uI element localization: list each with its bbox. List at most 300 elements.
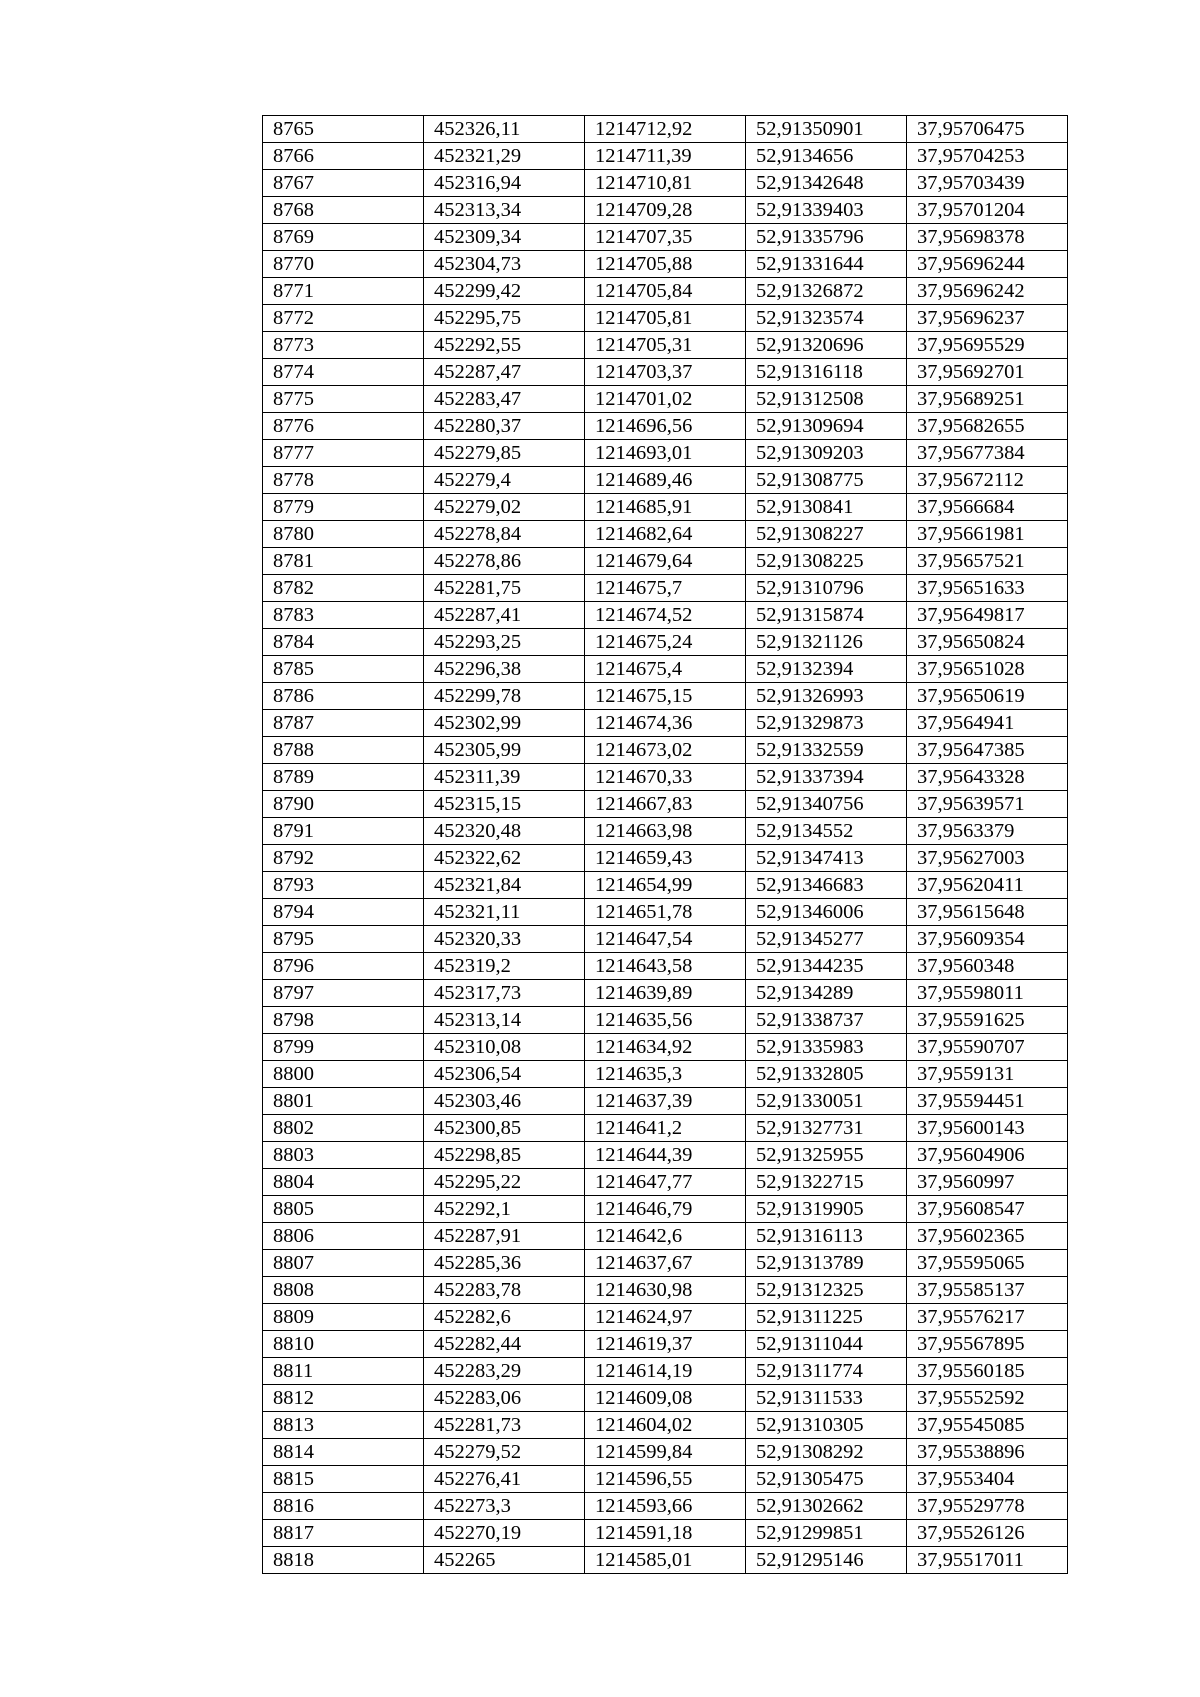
point-number-cell: 8807 (263, 1250, 424, 1277)
y-coordinate-cell: 1214709,28 (585, 197, 746, 224)
y-coordinate-cell: 1214710,81 (585, 170, 746, 197)
latitude-cell: 52,91337394 (746, 764, 907, 791)
longitude-cell: 37,95552592 (907, 1385, 1068, 1412)
point-number-cell: 8799 (263, 1034, 424, 1061)
point-number-cell: 8810 (263, 1331, 424, 1358)
latitude-cell: 52,91316113 (746, 1223, 907, 1250)
latitude-cell: 52,91338737 (746, 1007, 907, 1034)
x-coordinate-cell: 452305,99 (424, 737, 585, 764)
table-row (263, 737, 1068, 764)
longitude-cell: 37,95696242 (907, 278, 1068, 305)
longitude-cell: 37,95602365 (907, 1223, 1068, 1250)
table-row (263, 1520, 1068, 1547)
point-number-cell: 8814 (263, 1439, 424, 1466)
latitude-cell: 52,91344235 (746, 953, 907, 980)
longitude-cell: 37,95608547 (907, 1196, 1068, 1223)
table-row (263, 683, 1068, 710)
longitude-cell: 37,95650619 (907, 683, 1068, 710)
latitude-cell: 52,91330051 (746, 1088, 907, 1115)
y-coordinate-cell: 1214609,08 (585, 1385, 746, 1412)
table-row (263, 1358, 1068, 1385)
table-row (263, 872, 1068, 899)
x-coordinate-cell: 452270,19 (424, 1520, 585, 1547)
x-coordinate-cell: 452315,15 (424, 791, 585, 818)
x-coordinate-cell: 452303,46 (424, 1088, 585, 1115)
point-number-cell: 8797 (263, 980, 424, 1007)
latitude-cell: 52,91308225 (746, 548, 907, 575)
x-coordinate-cell: 452285,36 (424, 1250, 585, 1277)
latitude-cell: 52,91311225 (746, 1304, 907, 1331)
point-number-cell: 8789 (263, 764, 424, 791)
y-coordinate-cell: 1214604,02 (585, 1412, 746, 1439)
x-coordinate-cell: 452309,34 (424, 224, 585, 251)
table-row (263, 197, 1068, 224)
point-number-cell: 8790 (263, 791, 424, 818)
y-coordinate-cell: 1214673,02 (585, 737, 746, 764)
y-coordinate-cell: 1214647,54 (585, 926, 746, 953)
longitude-cell: 37,95591625 (907, 1007, 1068, 1034)
y-coordinate-cell: 1214696,56 (585, 413, 746, 440)
table-row (263, 1115, 1068, 1142)
longitude-cell: 37,95517011 (907, 1547, 1068, 1574)
x-coordinate-cell: 452280,37 (424, 413, 585, 440)
latitude-cell: 52,9134289 (746, 980, 907, 1007)
longitude-cell: 37,95595065 (907, 1250, 1068, 1277)
table-row (263, 1439, 1068, 1466)
latitude-cell: 52,91319905 (746, 1196, 907, 1223)
longitude-cell: 37,95590707 (907, 1034, 1068, 1061)
latitude-cell: 52,91315874 (746, 602, 907, 629)
y-coordinate-cell: 1214637,39 (585, 1088, 746, 1115)
y-coordinate-cell: 1214674,36 (585, 710, 746, 737)
x-coordinate-cell: 452279,4 (424, 467, 585, 494)
longitude-cell: 37,9560997 (907, 1169, 1068, 1196)
point-number-cell: 8813 (263, 1412, 424, 1439)
point-number-cell: 8774 (263, 359, 424, 386)
x-coordinate-cell: 452278,84 (424, 521, 585, 548)
x-coordinate-cell: 452279,85 (424, 440, 585, 467)
table-row (263, 1196, 1068, 1223)
x-coordinate-cell: 452295,22 (424, 1169, 585, 1196)
longitude-cell: 37,95615648 (907, 899, 1068, 926)
y-coordinate-cell: 1214689,46 (585, 467, 746, 494)
longitude-cell: 37,95706475 (907, 116, 1068, 143)
y-coordinate-cell: 1214712,92 (585, 116, 746, 143)
y-coordinate-cell: 1214685,91 (585, 494, 746, 521)
table-row (263, 305, 1068, 332)
longitude-cell: 37,95649817 (907, 602, 1068, 629)
table-row (263, 224, 1068, 251)
point-number-cell: 8818 (263, 1547, 424, 1574)
y-coordinate-cell: 1214647,77 (585, 1169, 746, 1196)
latitude-cell: 52,91331644 (746, 251, 907, 278)
table-row (263, 251, 1068, 278)
table-row (263, 710, 1068, 737)
x-coordinate-cell: 452292,55 (424, 332, 585, 359)
point-number-cell: 8793 (263, 872, 424, 899)
point-number-cell: 8782 (263, 575, 424, 602)
latitude-cell: 52,91302662 (746, 1493, 907, 1520)
longitude-cell: 37,95609354 (907, 926, 1068, 953)
table-row (263, 386, 1068, 413)
x-coordinate-cell: 452281,75 (424, 575, 585, 602)
latitude-cell: 52,91350901 (746, 116, 907, 143)
latitude-cell: 52,91345277 (746, 926, 907, 953)
x-coordinate-cell: 452320,48 (424, 818, 585, 845)
latitude-cell: 52,91327731 (746, 1115, 907, 1142)
point-number-cell: 8809 (263, 1304, 424, 1331)
point-number-cell: 8766 (263, 143, 424, 170)
longitude-cell: 37,95701204 (907, 197, 1068, 224)
latitude-cell: 52,91299851 (746, 1520, 907, 1547)
point-number-cell: 8794 (263, 899, 424, 926)
x-coordinate-cell: 452283,06 (424, 1385, 585, 1412)
longitude-cell: 37,95627003 (907, 845, 1068, 872)
x-coordinate-cell: 452276,41 (424, 1466, 585, 1493)
x-coordinate-cell: 452320,33 (424, 926, 585, 953)
table-row (263, 818, 1068, 845)
latitude-cell: 52,91309694 (746, 413, 907, 440)
longitude-cell: 37,9563379 (907, 818, 1068, 845)
point-number-cell: 8785 (263, 656, 424, 683)
longitude-cell: 37,95682655 (907, 413, 1068, 440)
y-coordinate-cell: 1214614,19 (585, 1358, 746, 1385)
longitude-cell: 37,9559131 (907, 1061, 1068, 1088)
point-number-cell: 8778 (263, 467, 424, 494)
latitude-cell: 52,91311533 (746, 1385, 907, 1412)
table-row (263, 926, 1068, 953)
longitude-cell: 37,95529778 (907, 1493, 1068, 1520)
longitude-cell: 37,95598011 (907, 980, 1068, 1007)
x-coordinate-cell: 452322,62 (424, 845, 585, 872)
longitude-cell: 37,95672112 (907, 467, 1068, 494)
y-coordinate-cell: 1214591,18 (585, 1520, 746, 1547)
x-coordinate-cell: 452287,41 (424, 602, 585, 629)
y-coordinate-cell: 1214642,6 (585, 1223, 746, 1250)
y-coordinate-cell: 1214705,84 (585, 278, 746, 305)
latitude-cell: 52,91323574 (746, 305, 907, 332)
table-row (263, 116, 1068, 143)
y-coordinate-cell: 1214637,67 (585, 1250, 746, 1277)
table-row (263, 575, 1068, 602)
table-row (263, 170, 1068, 197)
table-row (263, 602, 1068, 629)
table-row (263, 1385, 1068, 1412)
latitude-cell: 52,91308227 (746, 521, 907, 548)
longitude-cell: 37,95643328 (907, 764, 1068, 791)
point-number-cell: 8771 (263, 278, 424, 305)
y-coordinate-cell: 1214635,56 (585, 1007, 746, 1034)
longitude-cell: 37,95651028 (907, 656, 1068, 683)
longitude-cell: 37,9566684 (907, 494, 1068, 521)
x-coordinate-cell: 452282,6 (424, 1304, 585, 1331)
table-row (263, 1142, 1068, 1169)
latitude-cell: 52,91308292 (746, 1439, 907, 1466)
y-coordinate-cell: 1214659,43 (585, 845, 746, 872)
y-coordinate-cell: 1214703,37 (585, 359, 746, 386)
latitude-cell: 52,91326993 (746, 683, 907, 710)
y-coordinate-cell: 1214667,83 (585, 791, 746, 818)
x-coordinate-cell: 452282,44 (424, 1331, 585, 1358)
coordinates-table (262, 115, 1068, 1574)
table-row (263, 548, 1068, 575)
point-number-cell: 8773 (263, 332, 424, 359)
x-coordinate-cell: 452306,54 (424, 1061, 585, 1088)
latitude-cell: 52,9132394 (746, 656, 907, 683)
x-coordinate-cell: 452279,02 (424, 494, 585, 521)
table-row (263, 1169, 1068, 1196)
x-coordinate-cell: 452321,29 (424, 143, 585, 170)
y-coordinate-cell: 1214675,4 (585, 656, 746, 683)
point-number-cell: 8795 (263, 926, 424, 953)
longitude-cell: 37,95647385 (907, 737, 1068, 764)
table-row (263, 1547, 1068, 1574)
point-number-cell: 8779 (263, 494, 424, 521)
table-row (263, 1466, 1068, 1493)
x-coordinate-cell: 452283,47 (424, 386, 585, 413)
point-number-cell: 8798 (263, 1007, 424, 1034)
longitude-cell: 37,95585137 (907, 1277, 1068, 1304)
longitude-cell: 37,9553404 (907, 1466, 1068, 1493)
table-row (263, 953, 1068, 980)
longitude-cell: 37,95560185 (907, 1358, 1068, 1385)
latitude-cell: 52,91321126 (746, 629, 907, 656)
table-row (263, 980, 1068, 1007)
point-number-cell: 8816 (263, 1493, 424, 1520)
y-coordinate-cell: 1214693,01 (585, 440, 746, 467)
table-row (263, 899, 1068, 926)
longitude-cell: 37,9564941 (907, 710, 1068, 737)
table-row (263, 278, 1068, 305)
table-row (263, 440, 1068, 467)
longitude-cell: 37,95604906 (907, 1142, 1068, 1169)
latitude-cell: 52,91335983 (746, 1034, 907, 1061)
x-coordinate-cell: 452295,75 (424, 305, 585, 332)
y-coordinate-cell: 1214670,33 (585, 764, 746, 791)
point-number-cell: 8780 (263, 521, 424, 548)
y-coordinate-cell: 1214663,98 (585, 818, 746, 845)
x-coordinate-cell: 452310,08 (424, 1034, 585, 1061)
longitude-cell: 37,9560348 (907, 953, 1068, 980)
y-coordinate-cell: 1214705,81 (585, 305, 746, 332)
table-row (263, 521, 1068, 548)
longitude-cell: 37,95696237 (907, 305, 1068, 332)
longitude-cell: 37,95576217 (907, 1304, 1068, 1331)
latitude-cell: 52,91310796 (746, 575, 907, 602)
y-coordinate-cell: 1214674,52 (585, 602, 746, 629)
point-number-cell: 8772 (263, 305, 424, 332)
x-coordinate-cell: 452273,3 (424, 1493, 585, 1520)
longitude-cell: 37,95545085 (907, 1412, 1068, 1439)
point-number-cell: 8768 (263, 197, 424, 224)
latitude-cell: 52,91313789 (746, 1250, 907, 1277)
y-coordinate-cell: 1214624,97 (585, 1304, 746, 1331)
latitude-cell: 52,91346006 (746, 899, 907, 926)
x-coordinate-cell: 452279,52 (424, 1439, 585, 1466)
point-number-cell: 8775 (263, 386, 424, 413)
latitude-cell: 52,91340756 (746, 791, 907, 818)
y-coordinate-cell: 1214707,35 (585, 224, 746, 251)
longitude-cell: 37,95661981 (907, 521, 1068, 548)
y-coordinate-cell: 1214675,15 (585, 683, 746, 710)
x-coordinate-cell: 452283,78 (424, 1277, 585, 1304)
longitude-cell: 37,95692701 (907, 359, 1068, 386)
latitude-cell: 52,91312508 (746, 386, 907, 413)
table-row (263, 845, 1068, 872)
point-number-cell: 8806 (263, 1223, 424, 1250)
x-coordinate-cell: 452293,25 (424, 629, 585, 656)
x-coordinate-cell: 452281,73 (424, 1412, 585, 1439)
x-coordinate-cell: 452287,91 (424, 1223, 585, 1250)
table-row (263, 1304, 1068, 1331)
latitude-cell: 52,91342648 (746, 170, 907, 197)
x-coordinate-cell: 452319,2 (424, 953, 585, 980)
latitude-cell: 52,91311774 (746, 1358, 907, 1385)
point-number-cell: 8817 (263, 1520, 424, 1547)
point-number-cell: 8787 (263, 710, 424, 737)
point-number-cell: 8781 (263, 548, 424, 575)
table-row (263, 1412, 1068, 1439)
x-coordinate-cell: 452313,34 (424, 197, 585, 224)
y-coordinate-cell: 1214705,88 (585, 251, 746, 278)
table-row (263, 332, 1068, 359)
x-coordinate-cell: 452313,14 (424, 1007, 585, 1034)
table-row (263, 1061, 1068, 1088)
x-coordinate-cell: 452298,85 (424, 1142, 585, 1169)
latitude-cell: 52,91311044 (746, 1331, 907, 1358)
x-coordinate-cell: 452317,73 (424, 980, 585, 1007)
table-row (263, 1331, 1068, 1358)
x-coordinate-cell: 452265 (424, 1547, 585, 1574)
table-row (263, 1223, 1068, 1250)
latitude-cell: 52,91312325 (746, 1277, 907, 1304)
latitude-cell: 52,91335796 (746, 224, 907, 251)
table-row (263, 1007, 1068, 1034)
y-coordinate-cell: 1214711,39 (585, 143, 746, 170)
longitude-cell: 37,95698378 (907, 224, 1068, 251)
point-number-cell: 8786 (263, 683, 424, 710)
longitude-cell: 37,95677384 (907, 440, 1068, 467)
point-number-cell: 8803 (263, 1142, 424, 1169)
point-number-cell: 8800 (263, 1061, 424, 1088)
latitude-cell: 52,91308775 (746, 467, 907, 494)
x-coordinate-cell: 452321,11 (424, 899, 585, 926)
x-coordinate-cell: 452302,99 (424, 710, 585, 737)
y-coordinate-cell: 1214644,39 (585, 1142, 746, 1169)
point-number-cell: 8801 (263, 1088, 424, 1115)
y-coordinate-cell: 1214705,31 (585, 332, 746, 359)
latitude-cell: 52,91322715 (746, 1169, 907, 1196)
point-number-cell: 8769 (263, 224, 424, 251)
x-coordinate-cell: 452321,84 (424, 872, 585, 899)
table-row (263, 413, 1068, 440)
latitude-cell: 52,91316118 (746, 359, 907, 386)
longitude-cell: 37,95567895 (907, 1331, 1068, 1358)
table-row (263, 1493, 1068, 1520)
longitude-cell: 37,95526126 (907, 1520, 1068, 1547)
table-row (263, 656, 1068, 683)
longitude-cell: 37,95650824 (907, 629, 1068, 656)
x-coordinate-cell: 452316,94 (424, 170, 585, 197)
y-coordinate-cell: 1214630,98 (585, 1277, 746, 1304)
x-coordinate-cell: 452287,47 (424, 359, 585, 386)
coordinates-table-body (263, 116, 1068, 1574)
point-number-cell: 8788 (263, 737, 424, 764)
x-coordinate-cell: 452283,29 (424, 1358, 585, 1385)
y-coordinate-cell: 1214619,37 (585, 1331, 746, 1358)
table-row (263, 1277, 1068, 1304)
point-number-cell: 8812 (263, 1385, 424, 1412)
y-coordinate-cell: 1214682,64 (585, 521, 746, 548)
latitude-cell: 52,91310305 (746, 1412, 907, 1439)
point-number-cell: 8796 (263, 953, 424, 980)
y-coordinate-cell: 1214641,2 (585, 1115, 746, 1142)
latitude-cell: 52,91326872 (746, 278, 907, 305)
y-coordinate-cell: 1214593,66 (585, 1493, 746, 1520)
table-row (263, 467, 1068, 494)
latitude-cell: 52,91325955 (746, 1142, 907, 1169)
longitude-cell: 37,95695529 (907, 332, 1068, 359)
latitude-cell: 52,91346683 (746, 872, 907, 899)
longitude-cell: 37,95594451 (907, 1088, 1068, 1115)
longitude-cell: 37,95689251 (907, 386, 1068, 413)
y-coordinate-cell: 1214634,92 (585, 1034, 746, 1061)
point-number-cell: 8802 (263, 1115, 424, 1142)
x-coordinate-cell: 452300,85 (424, 1115, 585, 1142)
point-number-cell: 8777 (263, 440, 424, 467)
latitude-cell: 52,91347413 (746, 845, 907, 872)
latitude-cell: 52,91332559 (746, 737, 907, 764)
latitude-cell: 52,91329873 (746, 710, 907, 737)
longitude-cell: 37,95657521 (907, 548, 1068, 575)
x-coordinate-cell: 452299,78 (424, 683, 585, 710)
point-number-cell: 8767 (263, 170, 424, 197)
y-coordinate-cell: 1214646,79 (585, 1196, 746, 1223)
longitude-cell: 37,95651633 (907, 575, 1068, 602)
x-coordinate-cell: 452304,73 (424, 251, 585, 278)
table-row (263, 1250, 1068, 1277)
point-number-cell: 8783 (263, 602, 424, 629)
y-coordinate-cell: 1214679,64 (585, 548, 746, 575)
y-coordinate-cell: 1214701,02 (585, 386, 746, 413)
x-coordinate-cell: 452311,39 (424, 764, 585, 791)
y-coordinate-cell: 1214639,89 (585, 980, 746, 1007)
latitude-cell: 52,91295146 (746, 1547, 907, 1574)
table-row (263, 1088, 1068, 1115)
y-coordinate-cell: 1214585,01 (585, 1547, 746, 1574)
point-number-cell: 8804 (263, 1169, 424, 1196)
latitude-cell: 52,9130841 (746, 494, 907, 521)
point-number-cell: 8770 (263, 251, 424, 278)
x-coordinate-cell: 452278,86 (424, 548, 585, 575)
point-number-cell: 8784 (263, 629, 424, 656)
table-row (263, 1034, 1068, 1061)
latitude-cell: 52,91320696 (746, 332, 907, 359)
y-coordinate-cell: 1214675,7 (585, 575, 746, 602)
point-number-cell: 8776 (263, 413, 424, 440)
table-row (263, 494, 1068, 521)
point-number-cell: 8791 (263, 818, 424, 845)
table-row (263, 791, 1068, 818)
longitude-cell: 37,95704253 (907, 143, 1068, 170)
y-coordinate-cell: 1214643,58 (585, 953, 746, 980)
y-coordinate-cell: 1214675,24 (585, 629, 746, 656)
point-number-cell: 8765 (263, 116, 424, 143)
y-coordinate-cell: 1214654,99 (585, 872, 746, 899)
latitude-cell: 52,9134656 (746, 143, 907, 170)
point-number-cell: 8805 (263, 1196, 424, 1223)
longitude-cell: 37,95639571 (907, 791, 1068, 818)
